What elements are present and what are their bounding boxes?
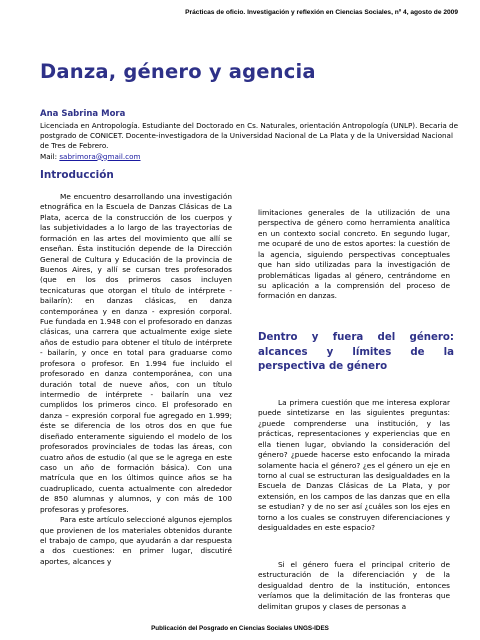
section2-column-bottom (258, 560, 450, 612)
affiliation-text: Licenciada en Antropología. Estudiante del Doctorado en Cs. Naturales, orientación Antropología (UNLP). Becaria de postgrado de CONICET. Docente-investigadora de la Universidad Nacional de La Plata y de la Universidad Nacional de Tres de Febrero. (40, 121, 458, 151)
section2-paragraph-1: La primera cuestión que me interesa explorar puede sintetizarse en las siguientes preguntas: ¿puede comprenderse una institución, y las prácticas, representaciones y experiencias que en ella tienen lugar, obviando la consideración del género? ¿puede hacerse esto enfocando la mirada solamente hacia el género? ¿es el género un eje en torno al cual se estructuran las desigualdades en la Escuela de Danzas Clásicas de La Plata, y por extensión, en los campos de las danzas que en ella se estudian? y de no ser así ¿cuáles son los ejes en torno a los cuales se construyen diferenciaciones y desigualdades en este espacio? (258, 398, 450, 533)
intro-paragraph-2: Para este artículo seleccioné algunos ejemplos que provienen de los materiales obtenidos durante el trabajo de campo, que ayudarán a dar respuesta a dos cuestiones: en primer lugar, discutiré aportes, alcances y (40, 515, 232, 566)
intro-heading: Introducción (40, 169, 114, 181)
mail-label: Mail: (40, 151, 60, 161)
section2-heading: Dentro y fuera del género: alcances y límites de la perspectiva de género (258, 332, 454, 373)
page-footer: Publicación del Posgrado en Ciencias Sociales UNGS-IDES (151, 625, 329, 632)
section2-column (258, 398, 450, 533)
intro-continuation: limitaciones generales de la utilización de una perspectiva de género como herramienta analítica en un contexto social concreto. En segundo lugar, me ocuparé de uno de estos aportes: la cuestión de la agencia, siguiendo perspectivas conceptuales que han sido utilizadas para la investigación de problemáticas ligadas al género, centrándome en su aplicación a la comprensión del proceso de formación en danzas. (258, 208, 450, 301)
email-link[interactable]: sabrimora@gmail.com (59, 151, 141, 161)
right-column-continuation (258, 208, 450, 302)
article-title: Danza, género y agencia (40, 60, 316, 83)
author-name: Ana Sabrina Mora (40, 109, 126, 119)
intro-paragraph-1: Me encuentro desarrollando una investigación etnográfica en la Escuela de Danzas Clásicas de La Plata, acerca de la construcción de los cuerpos y las subjetividades a lo largo de las trayectorias de formación en las artes del movimiento que allí se enseñan. Ésta institución depende de la Dirección General de Cultura y Educación de la provincia de Buenos Aires, y allí se cursan tres profesorados (que en los dos primeros casos incluyen tecnicaturas que otorgan el título de intérprete - bailarín): en danzas clásicas, en danza contemporánea y en danza - expresión corporal. Fue fundada en 1.948 con el profesorado en danzas clásicas, una carrera que actualmente exige siete años de estudio para obtener el título de intérprete - bailarín, y once en total para graduarse como profesora o profesor. En 1.994 fue incluido el profesorado en danza contemporánea, con una duración total de nueve años, con un título intermedio de intérprete - bailarín una vez cumplidos los primeros cinco. El profesorado en danza – expresión corporal fue agregado en 1.999; éste se diferencia de los otros dos en que fue diseñado enteramente siguiendo el modelo de los profesorados provinciales de todas las áreas, con cuatro años de estudio (al que se le agrega en este caso un año de formación básica). Con una matrícula que en los últimos quince años se ha cuadruplicado, cuenta actualmente con alrededor de 850 alumnas y alumnos, y con más de 100 profesoras y profesores. (40, 192, 232, 514)
running-head: Prácticas de oficio. Investigación y reflexión en Ciencias Sociales, nº 4, agosto de 2009 (185, 9, 458, 16)
left-column (40, 192, 232, 567)
author-affiliation (40, 121, 460, 162)
section2-paragraph-2: Si el género fuera el principal criterio de estructuración de la diferenciación y de la desigualdad dentro de la institución, entonces veríamos que la delimitación de las fronteras que delimitan grupos y clases de personas a (258, 560, 450, 611)
